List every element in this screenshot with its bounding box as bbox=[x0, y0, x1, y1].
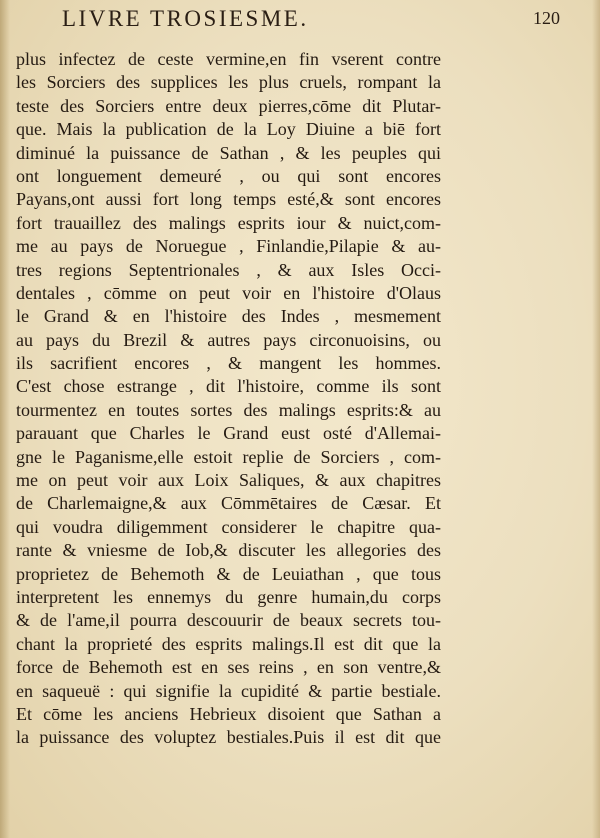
text-line: teste des Sorciers entre deux pierres,cōme dit Plutar- bbox=[16, 95, 441, 116]
text-line: qui voudra diligemment considerer le chapitre qua- bbox=[16, 516, 441, 537]
text-line: plus infectez de ceste vermine,en fin vserent contre bbox=[16, 49, 441, 69]
page-header bbox=[62, 4, 560, 36]
text-line: en saqueuë : qui signifie la cupidité & partie bestiale. bbox=[16, 680, 441, 701]
text-line: dentales , cōmme on peut voir en l'histoire d'Olaus bbox=[16, 282, 441, 303]
text-line: C'est chose estrange , dit l'histoire, comme ils sont bbox=[16, 376, 441, 397]
text-line: me au pays de Noruegue , Finlandie,Pilapie & au- bbox=[16, 236, 441, 257]
text-line: gne le Paganisme,elle estoit replie de Sorciers , com- bbox=[16, 446, 441, 467]
text-line: ils sacrifient encores , & mangent les hommes. bbox=[16, 353, 441, 374]
text-line: fort trauaillez des malings esprits iour & nuict,com- bbox=[16, 212, 441, 233]
text-line: Payans,ont aussi fort long temps esté,& sont encores bbox=[16, 189, 441, 210]
text-line: force de Behemoth est en ses reins , en son ventre,& bbox=[16, 657, 441, 678]
text-line: au pays du Brezil & autres pays circonuoisins, ou bbox=[16, 329, 441, 350]
text-line: que. Mais la publication de la Loy Diuine a biē fort bbox=[16, 119, 441, 140]
text-line: ont longuement demeuré , ou qui sont encores bbox=[16, 165, 441, 186]
text-line: diminué la puissance de Sathan , & les peuples qui bbox=[16, 142, 441, 163]
text-line: tourmentez en toutes sortes des malings esprits:& au bbox=[16, 399, 441, 420]
text-line: les Sorciers des supplices les plus cruels, rompant la bbox=[16, 72, 441, 93]
text-line: de Charlemaigne,& aux Cōmmētaires de Cæsar. Et bbox=[16, 493, 441, 514]
text-line: chant la proprieté des esprits malings.Il est dit que la bbox=[16, 633, 441, 654]
text-line: la puissance des voluptez bestiales.Puis il est dit que bbox=[16, 727, 441, 748]
text-line: me on peut voir aux Loix Saliques, & aux chapitres bbox=[16, 470, 441, 491]
running-head: LIVRE TROSIESME. bbox=[62, 6, 309, 31]
text-line: Et cōme les anciens Hebrieux disoient que Sathan a bbox=[16, 703, 441, 724]
body-text bbox=[16, 48, 441, 750]
text-line: & de l'ame,il pourra descouurir de beaux secrets tou- bbox=[16, 610, 441, 631]
text-line: rante & vniesme de Iob,& discuter les allegories des bbox=[16, 540, 441, 561]
text-line: tres regions Septentrionales , & aux Isles Occi- bbox=[16, 259, 441, 280]
text-line: proprietez de Behemoth & de Leuiathan , que tous bbox=[16, 563, 441, 584]
page-number: 120 bbox=[533, 8, 560, 28]
text-line: parauant que Charles le Grand eust osté d'Allemai- bbox=[16, 423, 441, 444]
text-line: interpretent les ennemys du genre humain,du corps bbox=[16, 586, 441, 607]
text-line: le Grand & en l'histoire des Indes , mesmement bbox=[16, 306, 441, 327]
